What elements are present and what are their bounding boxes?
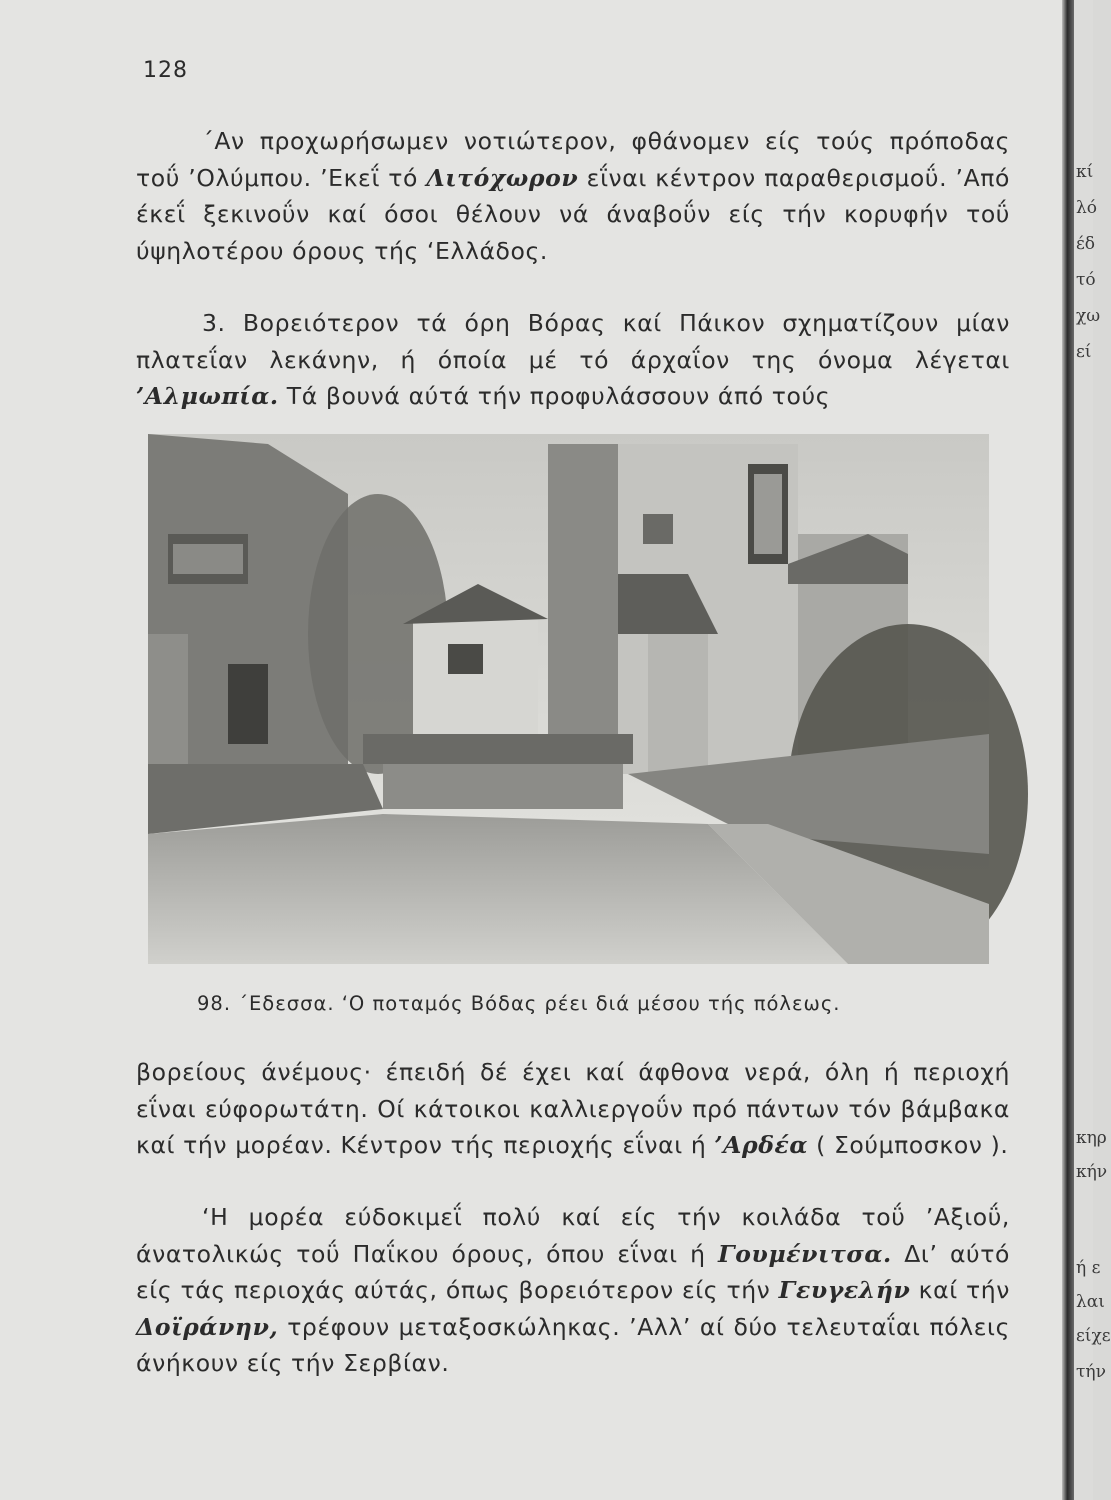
page-number: 128 [143, 58, 188, 83]
fragment: εί [1076, 342, 1092, 362]
fragment: τήν [1076, 1362, 1106, 1382]
paragraph-axios: ‘Η μορέα εύδοκιμεΐ πολύ καί είς τήν κοιλάδα τοΰ ’Αξιοΰ, άνατολικώς τοΰ Παΐκου όρους, όπου εΐναι ή Γουμένιτσα. Δι’ αύτό είς τάς περιοχάς αύτάς, όπως βορειότερον είς τήν Γευγελήν καί τήν Δοϊράνην, τρέφουν μεταξοσκώληκας. ’Αλλ’ αί δύο τελευταΐαι πόλεις άνήκουν είς τήν Σερβίαν. [136, 1203, 1010, 1377]
paragraph-ardea: βορείους άνέμους· έπειδή δέ έχει καί άφθονα νερά, όλη ή περιοχή εΐναι εύφορωτάτη. Οί κάτοικοι καλλιεργοΰν πρό πάντων τόν βάμβακα καί τήν μορέαν. Κέντρον τής περιοχής εΐναι ή ’Αρδέα ( Σούμποσκον ). [136, 1058, 1010, 1159]
paragraph-olympus: ΄Αν προχωρήσωμεν νοτιώτερον, φθάνομεν είς τούς πρόποδας τοΰ ’Ολύμπου. ’Εκεΐ τό Λιτόχωρον εΐναι κέντρον παραθερισμοΰ. ’Από έκεΐ ξεκινοΰν καί όσοι θέλουν νά άναβοΰν είς τήν κορυφήν τοΰ ύψηλοτέρου όρους τής ‘Ελλάδος. [136, 127, 1010, 265]
place-litochoro: Λιτόχωρον [426, 163, 579, 192]
adjacent-page-edge [1074, 0, 1111, 1500]
fragment: λό [1076, 198, 1098, 218]
fragment: κηρ [1076, 1128, 1107, 1148]
edessa-photo [148, 434, 989, 964]
fragment: κήν [1076, 1162, 1108, 1182]
place-ardea: ’Αρδέα [714, 1131, 809, 1159]
place-goumenitsa: Γουμένιτσα. [717, 1239, 892, 1268]
place-almopia: ’Αλμωπία. [136, 382, 279, 410]
fragment: λαι [1076, 1292, 1105, 1312]
figure-caption: 98. ΄Εδεσσα. ‘Ο ποταμός Βόδας ρέει διά μέσου τής πόλεως. [197, 992, 841, 1015]
place-doirani: Δοϊράνην, [136, 1312, 279, 1341]
place-gevgelija: Γευγελήν [778, 1276, 911, 1304]
book-spine [1062, 0, 1074, 1500]
paragraph-almopia: 3. Βορειότερον τά όρη Βόρας καί Πάικον σχηματίζουν μίαν πλατεΐαν λεκάνην, ή όποία μέ τό άρχαΐον της όνομα λέγεται ’Αλμωπία. Τά βουνά αύτά τήν προφυλάσσουν άπό τούς [136, 309, 1010, 410]
fragment: τό [1076, 270, 1096, 290]
fragment: ή ε [1076, 1258, 1101, 1278]
fragment: έδ [1076, 234, 1096, 254]
fragment: κί [1076, 162, 1094, 182]
fragment: είχε [1076, 1326, 1111, 1346]
edessa-street-illustration [148, 434, 989, 964]
fragment: χω [1076, 306, 1101, 326]
